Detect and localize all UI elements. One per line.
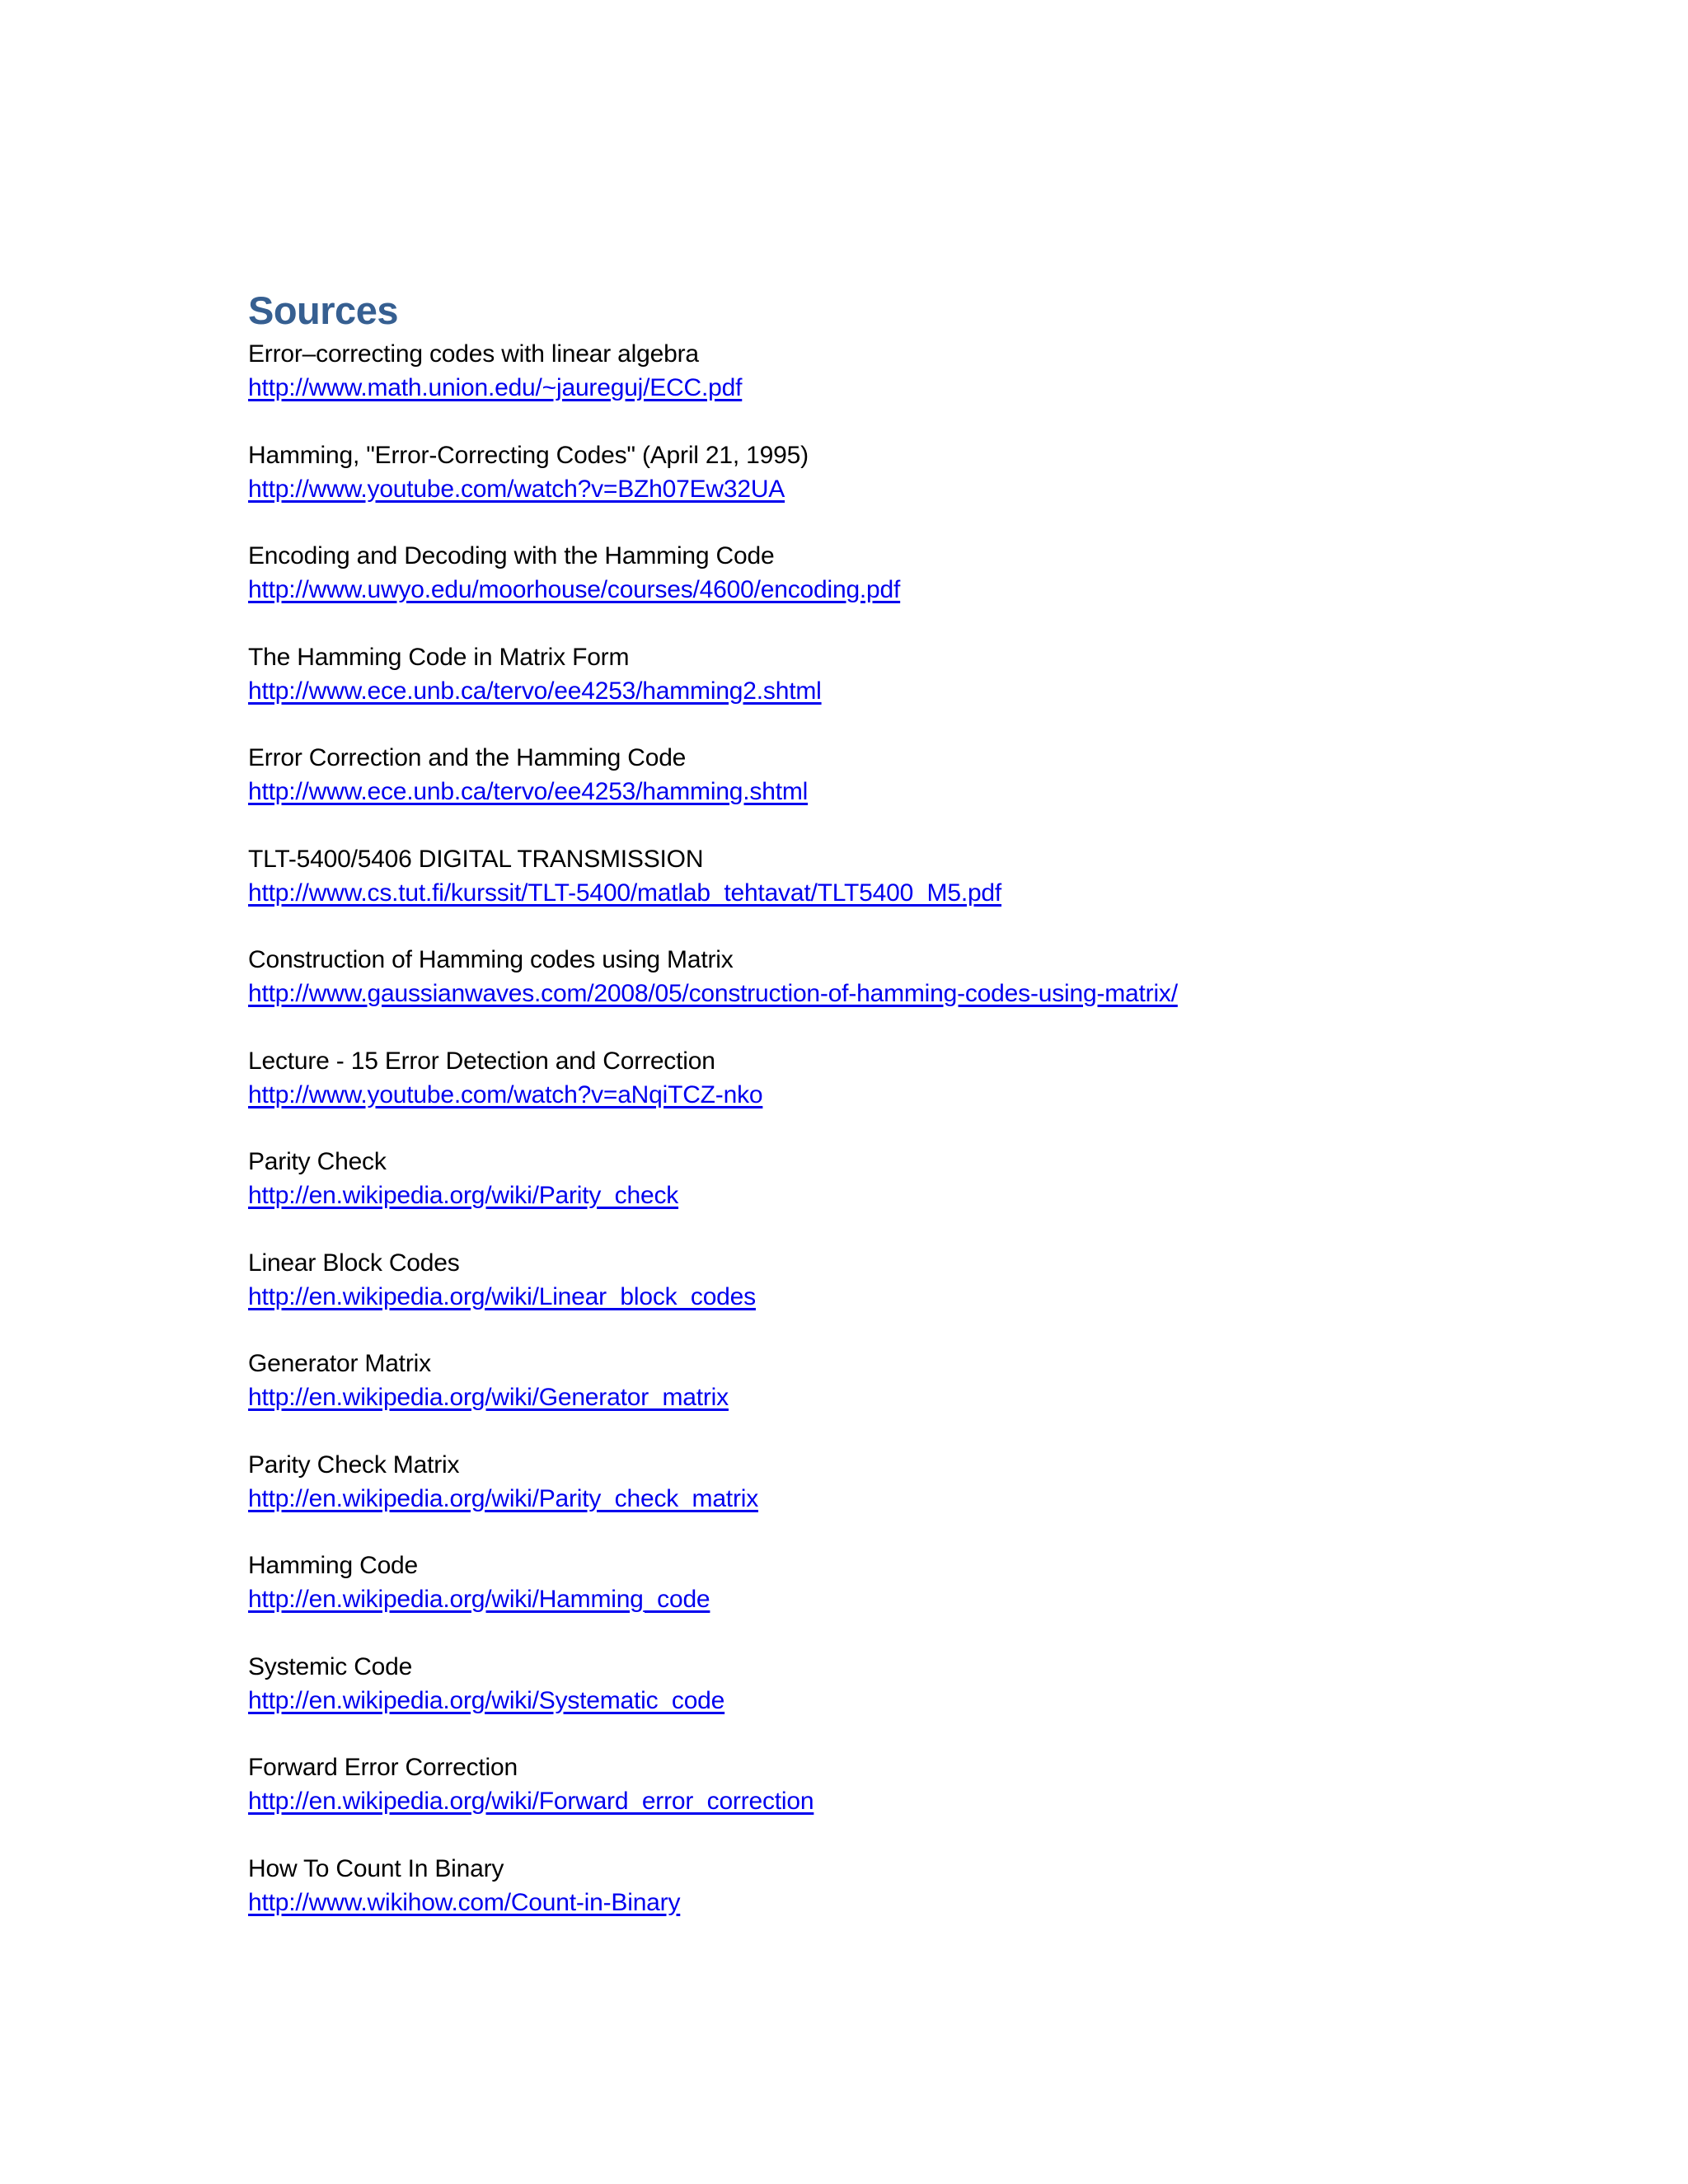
source-link[interactable]: http://www.math.union.edu/~jaureguj/ECC.pdf (248, 374, 743, 401)
source-entry (248, 1246, 1567, 1314)
source-link[interactable]: http://en.wikipedia.org/wiki/Parity_check (248, 1182, 679, 1209)
source-link[interactable]: http://www.youtube.com/watch?v=BZh07Ew32UA (248, 475, 785, 503)
source-title: Linear Block Codes (248, 1249, 460, 1277)
source-title: Error–correcting codes with linear algebra (248, 340, 699, 368)
source-title: How To Count In Binary (248, 1854, 504, 1882)
source-title: Lecture - 15 Error Detection and Correction (248, 1047, 715, 1075)
source-entry (248, 1650, 1567, 1718)
source-entry (248, 1750, 1567, 1818)
source-entry (248, 539, 1567, 607)
source-link[interactable]: http://www.uwyo.edu/moorhouse/courses/4600/encoding.pdf (248, 576, 901, 603)
source-link[interactable]: http://www.cs.tut.fi/kurssit/TLT-5400/matlab_tehtavat/TLT5400_M5.pdf (248, 879, 1002, 907)
source-entry (248, 741, 1567, 808)
source-title: Hamming Code (248, 1552, 419, 1579)
source-link[interactable]: http://en.wikipedia.org/wiki/Hamming_code (248, 1586, 710, 1613)
source-link[interactable]: http://en.wikipedia.org/wiki/Forward_error_correction (248, 1788, 814, 1815)
source-entry (248, 943, 1567, 1010)
source-entry (248, 640, 1567, 708)
source-title: The Hamming Code in Matrix Form (248, 643, 630, 671)
source-title: Error Correction and the Hamming Code (248, 744, 687, 771)
source-title: TLT-5400/5406 DIGITAL TRANSMISSION (248, 845, 704, 873)
source-title: Parity Check (248, 1148, 387, 1175)
source-link[interactable]: http://www.gaussianwaves.com/2008/05/construction-of-hamming-codes-using-matrix/ (248, 980, 1178, 1007)
source-link[interactable]: http://www.youtube.com/watch?v=aNqiTCZ-nko (248, 1080, 763, 1108)
source-entry (248, 1448, 1567, 1516)
source-entry (248, 438, 1567, 506)
source-link[interactable]: http://en.wikipedia.org/wiki/Parity_check_matrix (248, 1484, 758, 1512)
source-title: Parity Check Matrix (248, 1451, 460, 1479)
source-link[interactable]: http://en.wikipedia.org/wiki/Linear_block_codes (248, 1282, 756, 1310)
source-title: Construction of Hamming codes using Matrix (248, 946, 734, 973)
source-title: Systemic Code (248, 1652, 413, 1680)
source-link[interactable]: http://www.ece.unb.ca/tervo/ee4253/hamming.shtml (248, 778, 809, 805)
source-title: Generator Matrix (248, 1350, 431, 1377)
source-link[interactable]: http://en.wikipedia.org/wiki/Generator_matrix (248, 1384, 729, 1411)
source-entry (248, 1852, 1567, 1919)
sources-section (248, 284, 1567, 1952)
source-entry (248, 337, 1567, 405)
source-title: Hamming, "Error-Correcting Codes" (April 21, 1995) (248, 441, 809, 469)
source-entry (248, 842, 1567, 910)
source-entry (248, 1044, 1567, 1112)
source-link[interactable]: http://en.wikipedia.org/wiki/Systematic_code (248, 1686, 725, 1714)
source-entry (248, 1549, 1567, 1616)
source-link[interactable]: http://www.wikihow.com/Count-in-Binary (248, 1888, 681, 1916)
source-title: Forward Error Correction (248, 1754, 518, 1781)
source-title: Encoding and Decoding with the Hamming Code (248, 542, 775, 569)
source-entry (248, 1347, 1567, 1414)
source-entry (248, 1145, 1567, 1212)
source-link[interactable]: http://www.ece.unb.ca/tervo/ee4253/hamming2.shtml (248, 677, 822, 705)
sources-heading: Sources (248, 288, 398, 332)
